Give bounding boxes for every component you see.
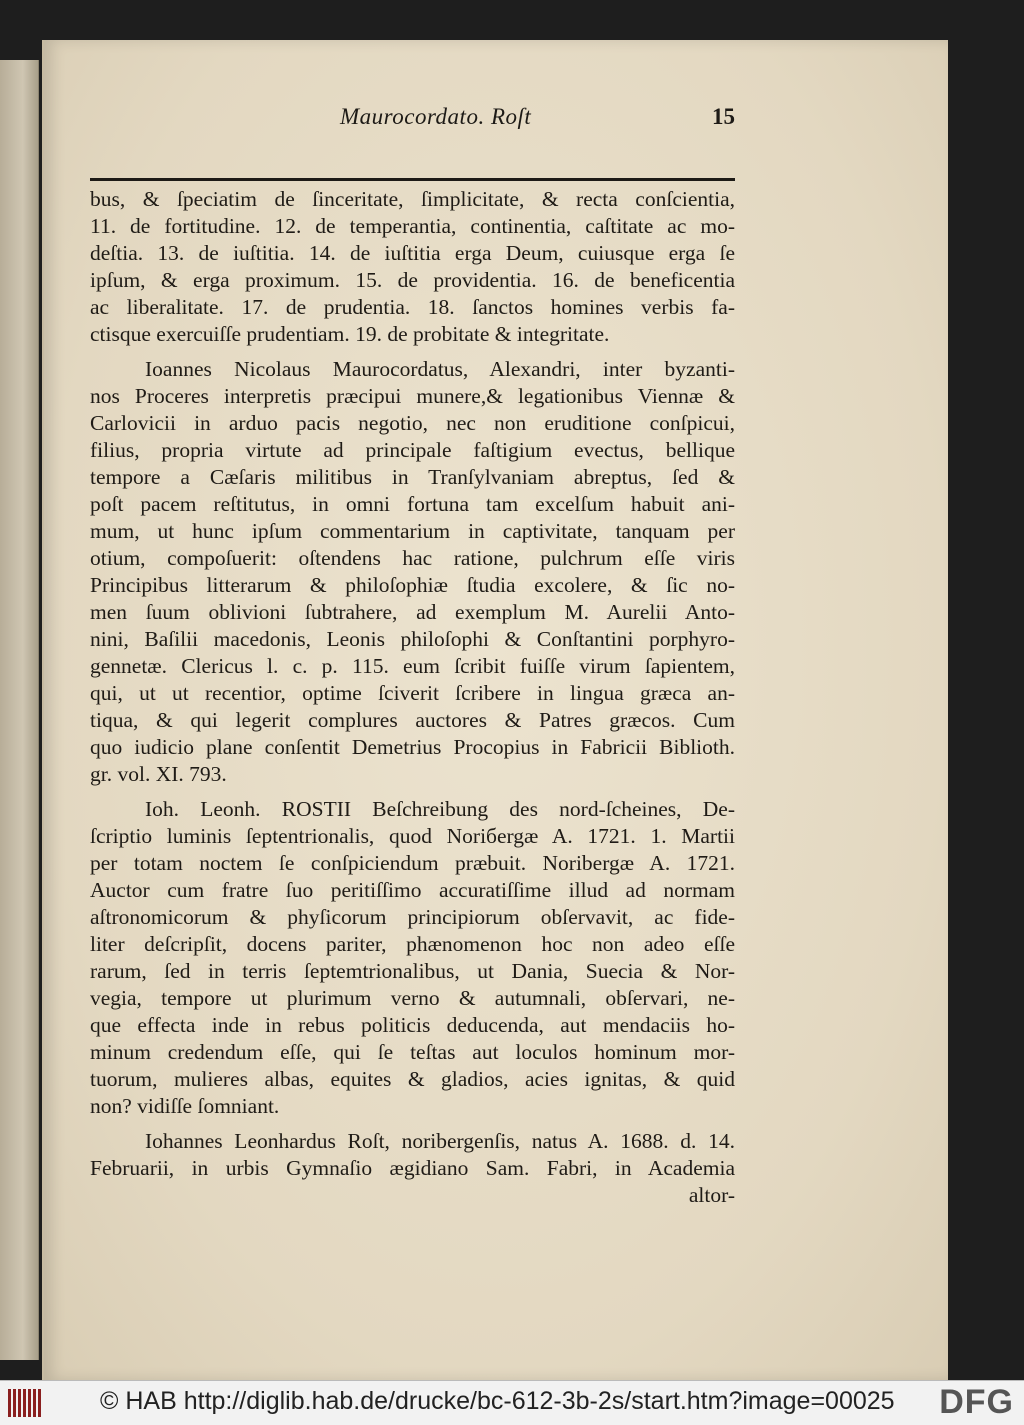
header-rule (90, 178, 735, 181)
text-line: que effecta inde in rebus politicis deducenda, aut mendaciis ho- (90, 1013, 735, 1037)
text-line: Februarii, in urbis Gymnaſio ægidiano Sam. Fabri, in Academia (90, 1156, 735, 1180)
paragraph-3 (90, 796, 735, 1120)
paragraph-2 (90, 356, 735, 788)
text-line: Carlovicii in arduo pacis negotio, nec non eruditione conſpicui, (90, 411, 735, 435)
text-line: Ioh. Leonh. ROSTII Beſchreibung des nord-ſcheines, De- (145, 797, 735, 821)
text-line: ipſum, & erga proximum. 15. de providentia. 16. de beneficentia (90, 268, 735, 292)
page-number: 15 (712, 104, 735, 129)
body-text (90, 186, 735, 1213)
text-line: rarum, ſed in terris ſeptemtrionalibus, ut Dania, Suecia & Nor- (90, 959, 735, 983)
text-line: tiqua, & qui legerit complures auctores & Patres græcos. Cum (90, 708, 735, 732)
text-line: aſtronomicorum & phyſicorum principiorum obſervavit, ac fide- (90, 905, 735, 929)
text-line: otium, compoſuerit: oſtendens hac ratione, pulchrum eſſe viris (90, 546, 735, 570)
text-line: liter deſcripſit, docens pariter, phænomenon hoc non adeo eſſe (90, 932, 735, 956)
text-line: tuorum, mulieres albas, equites & gladios, acies ignitas, & quid (90, 1067, 735, 1091)
text-line: Principibus litterarum & philoſophiæ ſtudia excolere, & ſic no- (90, 573, 735, 597)
text-line: vegia, tempore ut plurimum verno & autumnali, obſervari, ne- (90, 986, 735, 1010)
text-line: non? vidiſſe ſomniant. (90, 1094, 280, 1118)
dfg-logo: DFG (939, 1383, 1014, 1421)
facing-page-edge (0, 60, 39, 1360)
text-line: per totam noctem ſe conſpiciendum præbuit. Noribergæ A. 1721. (90, 851, 735, 875)
text-line: poſt pacem reſtitutus, in omni fortuna tam excelſum habuit ani- (90, 492, 735, 516)
running-title: Maurocordato. Roſt (340, 104, 532, 129)
text-line: ſcriptio luminis ſeptentrionalis, quod Norібergæ A. 1721. 1. Martii (90, 824, 735, 848)
text-line: nini, Baſilii macedonis, Leonis philoſophi & Conſtantini porphyro- (90, 627, 735, 651)
copyright-link[interactable]: © HAB http://diglib.hab.de/drucke/bc-612-3b-2s/start.htm?image=00025 (100, 1387, 895, 1415)
text-line: bus, & ſpeciatim de ſinceritate, ſimplicitate, & recta conſcientia, (90, 187, 735, 211)
text-line: men ſuum oblivioni ſubtrahere, ad exemplum M. Aurelii Anto- (90, 600, 735, 624)
text-line: nos Proceres interpretis præcipui munere,& legationibus Viennæ & (90, 384, 735, 408)
text-line: qui, ut ut recentior, optime ſciverit ſcribere in lingua græca an- (90, 681, 735, 705)
text-line: Auctor cum fratre ſuo peritiſſimo accuratiſſime illud ad normam (90, 878, 735, 902)
text-line: tempore a Cæſaris militibus in Tranſylvaniam abreptus, ſed & (90, 465, 735, 489)
viewer-footer (0, 1380, 1024, 1425)
text-line: quo iudicio plane conſentit Demetrius Procopius in Fabricii Biblioth. (90, 735, 735, 759)
text-line: mum, ut hunc ipſum commentarium in captivitate, tanquam per (90, 519, 735, 543)
text-line: gennetæ. Clericus l. c. p. 115. eum ſcribit fuiſſe virum ſapientem, (90, 654, 735, 678)
text-line: ctisque exercuiſſe prudentiam. 19. de probitate & integritate. (90, 322, 610, 346)
text-line: deſtia. 13. de iuſtitia. 14. de iuſtitia erga Deum, cuiusque erga ſe (90, 241, 735, 265)
text-line: filius, propria virtute ad principale faſtigium evectus, bellique (90, 438, 735, 462)
catchword: altor- (688, 1183, 735, 1207)
running-head (90, 100, 735, 140)
text-line: ac liberalitate. 17. de prudentia. 18. ſanctos homines verbis fa- (90, 295, 735, 319)
text-line: minum credendum eſſe, qui ſe teſtas aut loculos hominum mor- (90, 1040, 735, 1064)
text-line: gr. vol. XI. 793. (90, 762, 227, 786)
text-line: Iohannes Leonhardus Roſt, noribergenſis, natus A. 1688. d. 14. (145, 1129, 735, 1153)
paragraph-4 (90, 1128, 735, 1209)
text-line: 11. de fortitudine. 12. de temperantia, continentia, caſtitate ac mo- (90, 214, 735, 238)
paragraph-1 (90, 186, 735, 348)
barcode-icon (8, 1389, 42, 1417)
text-line: Ioannes Nicolaus Maurocordatus, Alexandri, inter byzanti- (145, 357, 735, 381)
